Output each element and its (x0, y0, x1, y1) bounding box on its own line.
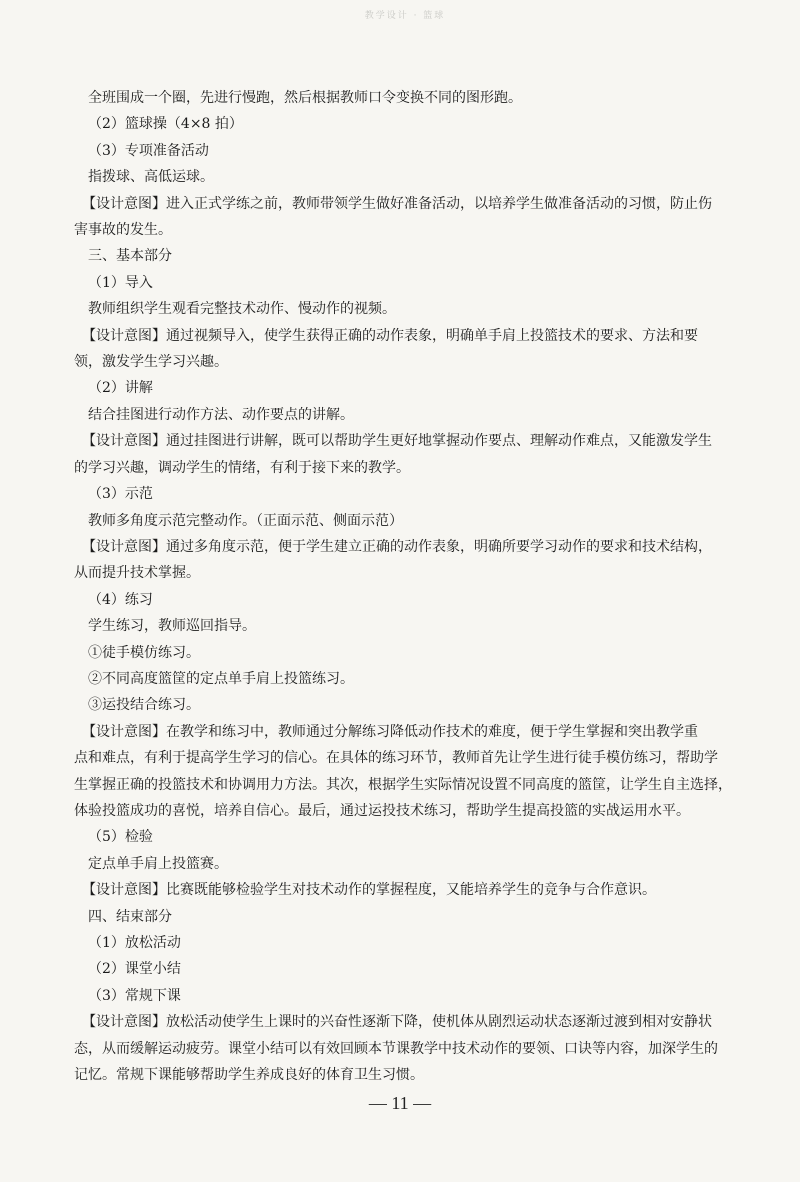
text-line: 点和难点，有利于提高学生学习的信心。在具体的练习环节，教师首先让学生进行徒手模仿练习，帮助学 (74, 750, 718, 767)
text-line: （1）放松活动 (88, 935, 181, 951)
text-line: 领，激发学生学习兴趣。 (74, 354, 228, 371)
header-mark: 教学设计 · 篮球 (364, 11, 446, 21)
page-number: — 11 — (368, 1093, 432, 1113)
text-line: （3）常规下课 (88, 987, 181, 1004)
text-line: 记忆。常规下课能够帮助学生养成良好的体育卫生习惯。 (74, 1067, 424, 1084)
text-line: （2）课堂小结 (88, 961, 181, 978)
design-intent-line: 【设计意图】通过挂图进行讲解，既可以帮助学生更好地掌握动作要点、理解动作难点，又能激发学生 (82, 433, 712, 450)
text-line: 教师组织学生观看完整技术动作、慢动作的视频。 (88, 301, 396, 318)
design-intent-line: 【设计意图】在教学和练习中，教师通过分解练习降低动作技术的难度，便于学生掌握和突出教学重 (82, 723, 698, 740)
text-line: 教师多角度示范完整动作。（正面示范、侧面示范） (88, 512, 403, 529)
design-intent-line: 【设计意图】通过视频导入，使学生获得正确的动作表象，明确单手肩上投篮技术的要求、方法和要 (82, 327, 698, 344)
section-heading: 四、结束部分 (88, 908, 172, 925)
text-line: 体验投篮成功的喜悦，培养自信心。最后，通过运投技术练习，帮助学生提高投篮的实战运用水平。 (74, 802, 690, 819)
text-line: 的学习兴趣，调动学生的情绪，有利于接下来的教学。 (74, 459, 410, 476)
design-intent-line: 【设计意图】通过多角度示范，便于学生建立正确的动作表象，明确所要学习动作的要求和技术结构， (82, 538, 712, 555)
text-line: 指拨球、高低运球。 (88, 169, 214, 186)
text-line: 从而提升技术掌握。 (74, 565, 200, 582)
text-line: （3）示范 (88, 486, 153, 503)
text-line: 全班围成一个圈，先进行慢跑，然后根据教师口令变换不同的图形跑。 (88, 90, 522, 106)
design-intent-line: 【设计意图】进入正式学练之前，教师带领学生做好准备活动，以培养学生做准备活动的习惯，防止伤 (82, 195, 712, 212)
list-item: ①徒手模仿练习。 (88, 644, 200, 661)
text-line: 害事故的发生。 (74, 222, 172, 239)
text-line: 学生练习，教师巡回指导。 (88, 618, 256, 635)
text-line: 态，从而缓解运动疲劳。课堂小结可以有效回顾本节课教学中技术动作的要领、口诀等内容，加深学生的 (74, 1040, 718, 1057)
design-intent-line: 【设计意图】放松活动使学生上课时的兴奋性逐渐下降，使机体从剧烈运动状态逐渐过渡到相对安静状 (82, 1014, 712, 1031)
design-intent-line: 【设计意图】比赛既能够检验学生对技术动作的掌握程度，又能培养学生的竞争与合作意识。 (82, 882, 656, 899)
text-line: （3）专项准备活动 (88, 142, 209, 159)
list-item: ③运投结合练习。 (88, 697, 200, 714)
text-line: 结合挂图进行动作方法、动作要点的讲解。 (88, 406, 354, 423)
page-body (74, 85, 732, 1088)
text-line: 生掌握正确的投篮技术和协调用力方法。其次，根据学生实际情况设置不同高度的篮筐，让学生自主选择， (74, 776, 732, 793)
text-line: （4）练习 (88, 591, 153, 608)
text-line: （1）导入 (88, 274, 153, 291)
list-item: ②不同高度篮筐的定点单手肩上投篮练习。 (88, 670, 354, 687)
text-line: （2）讲解 (88, 380, 153, 397)
text-line: （5）检验 (88, 829, 153, 846)
text-line: 定点单手肩上投篮赛。 (88, 855, 228, 872)
section-heading: 三、基本部分 (88, 248, 172, 265)
text-line: （2）篮球操（4×8 拍） (88, 116, 243, 133)
